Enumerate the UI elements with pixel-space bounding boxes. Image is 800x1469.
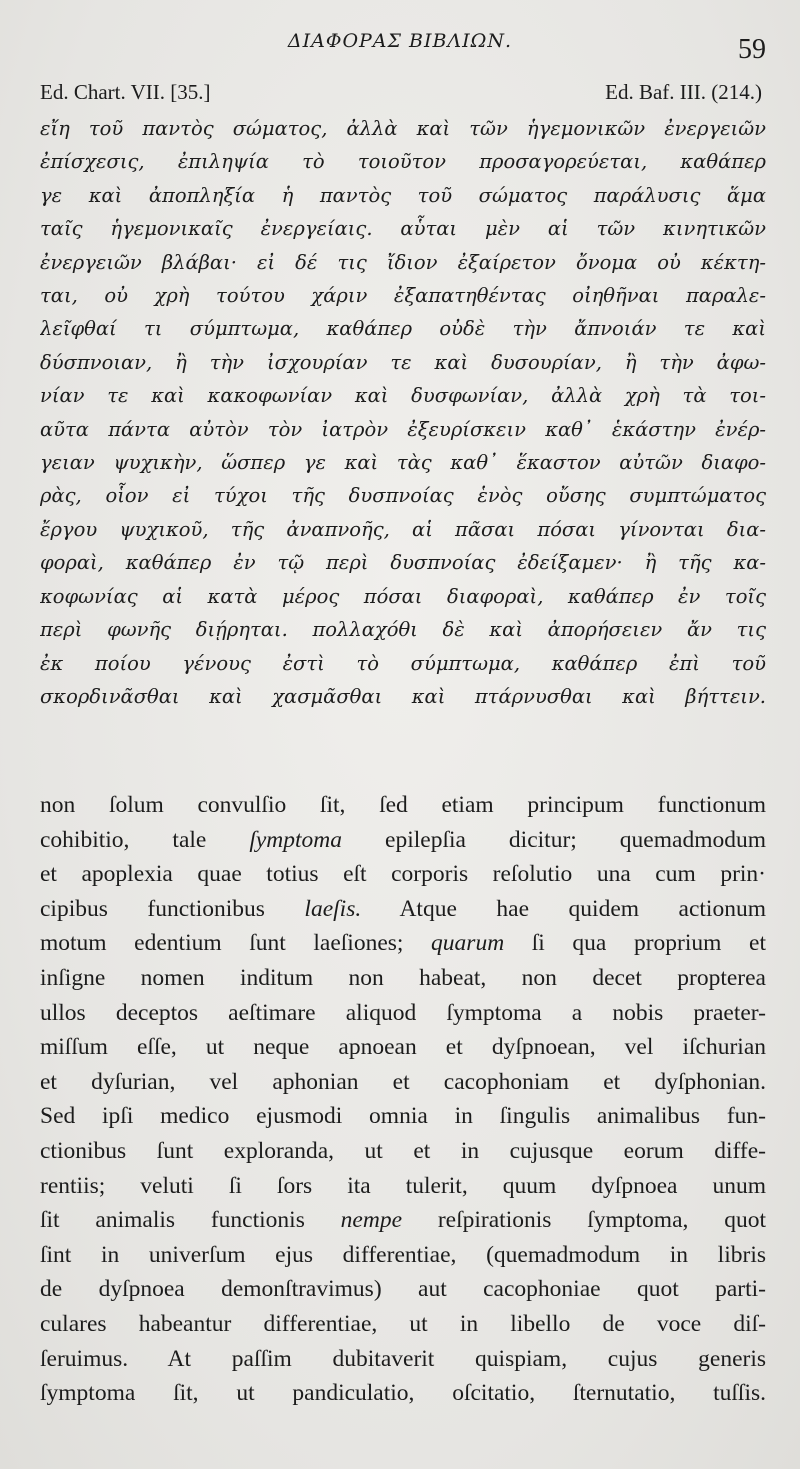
greek-text-line: αῦτα πάντα αὐτὸν τὸν ἰατρὸν ἐξευρίσκειν καθ᾽ ἑκάστην ἐνέρ- — [40, 417, 766, 441]
greek-text-line: νίαν τε καὶ κακοφωνίαν καὶ δυσφωνίαν, ἀλλὰ χρὴ τὰ τοι- — [40, 384, 766, 408]
latin-text-line: motum edentium ſunt laeſiones; quarum ſi qua proprium et — [40, 930, 766, 957]
greek-text-line: ἐπίσχεσις, ἐπιληψία τὸ τοιοῦτον προσαγορεύεται, καθάπερ — [40, 150, 766, 174]
running-title: ΔΙΑΦΟΡΑΣ ΒΙΒΛΙΩΝ. — [287, 30, 513, 52]
latin-text-line: rentiis; veluti ſi ſors ita tulerit, quum dyſpnoea unum — [40, 1172, 766, 1199]
greek-text-line: ταῖς ἡγεμονικαῖς ἐνεργείαις. αὗται μὲν αἱ τῶν κινητικῶν — [40, 217, 766, 241]
greek-text-line: σκορδινᾶσθαι καὶ χασμᾶσθαι καὶ πτάρνυσθαι καὶ βήττειν. — [40, 684, 766, 708]
greek-text-line: εἴη τοῦ παντὸς σώματος, ἀλλὰ καὶ τῶν ἡγεμονικῶν ἐνεργειῶν — [40, 117, 766, 140]
latin-text-line: culares habeantur differentiae, ut in libello de voce diſ- — [40, 1310, 766, 1337]
latin-text-line: de dyſpnoea demonſtravimus) aut cacophoniae quot parti- — [40, 1276, 766, 1303]
latin-text-line: miſſum eſſe, ut neque apnoean et dyſpnoean, vel iſchurian — [40, 1034, 766, 1061]
greek-text-line: ρὰς, οἷον εἰ τύχοι τῆς δυσπνοίας ἑνὸς οὔσης συμπτώματος — [40, 484, 766, 508]
latin-text-line: et dyſurian, vel aphonian et cacophoniam et dyſphonian. — [40, 1068, 766, 1095]
latin-text-line: cohibitio, tale ſymptoma epilepſia dicitur; quemadmodum — [40, 826, 766, 853]
greek-text-block — [40, 112, 766, 713]
latin-text-line: ctionibus ſunt exploranda, ut et in cujusque eorum diffe- — [40, 1137, 766, 1164]
greek-text-line: ἐκ ποίου γένους ἐστὶ τὸ σύμπτωμα, καθάπερ ἐπὶ τοῦ — [40, 651, 766, 675]
latin-text-line: ullos deceptos aeſtimare aliquod ſymptoma a nobis praeter- — [40, 999, 766, 1026]
italic-term: quarum — [431, 930, 505, 957]
greek-text-line: γε καὶ ἀποπληξία ἡ παντὸς τοῦ σώματος παράλυσις ἅμα — [40, 183, 766, 207]
edition-chartier-reference: Ed. Chart. VII. [35.] — [40, 80, 211, 104]
greek-text-line: δύσπνοιαν, ἢ τὴν ἰσχουρίαν τε καὶ δυσουρίαν, ἢ τὴν ἀφω- — [40, 350, 766, 374]
greek-text-line: γειαν ψυχικὴν, ὥσπερ γε καὶ τὰς καθ᾽ ἕκαστον αὐτῶν διαφο- — [40, 451, 766, 475]
latin-text-line: et apoplexia quae totius eſt corporis reſolutio una cum prin· — [40, 861, 766, 888]
latin-text-line: non ſolum convulſio ſit, ſed etiam principum functionum — [40, 792, 766, 818]
latin-text-line: ſymptoma ſit, ut pandiculatio, oſcitatio, ſternutatio, tuſſis. — [40, 1380, 766, 1407]
latin-text-block — [40, 788, 766, 1411]
greek-text-line: ἔργου ψυχικοῦ, τῆς ἀναπνοῆς, αἱ πᾶσαι πόσαι γίνονται δια- — [40, 517, 766, 541]
latin-text-line: ſit animalis functionis nempe reſpirationis ſymptoma, quot — [40, 1207, 766, 1234]
italic-term: ſymptoma — [249, 826, 343, 853]
latin-text-line: ſint in univerſum ejus differentiae, (quemadmodum in libris — [40, 1241, 766, 1268]
greek-text-line: ται, οὐ χρὴ τούτου χάριν ἐξαπατηθέντας οἰηθῆναι παραλε- — [40, 284, 766, 308]
greek-text-line: ἐνεργειῶν βλάβαι· εἰ δέ τις ἴδιον ἐξαίρετον ὄνομα οὐ κέκτη- — [40, 250, 766, 274]
latin-text-line: cipibus functionibus laeſis. Atque hae quidem actionum — [40, 895, 766, 922]
edition-basel-reference: Ed. Baf. III. (214.) — [605, 80, 762, 104]
greek-text-line: κοφωνίας αἱ κατὰ μέρος πόσαι διαφοραὶ, καθάπερ ἐν τοῖς — [40, 584, 766, 608]
latin-text-line: Sed ipſi medico ejusmodi omnia in ſingulis animalibus fun- — [40, 1103, 766, 1130]
greek-text-line: φοραὶ, καθάπερ ἐν τῷ περὶ δυσπνοίας ἐδείξαμεν· ἢ τῆς κα- — [40, 551, 766, 575]
italic-term: laeſis. — [304, 895, 362, 922]
greek-text-line: λεῖφθαί τι σύμπτωμα, καθάπερ οὐδὲ τὴν ἄπνοιάν τε καὶ — [40, 317, 766, 341]
page-number: 59 — [738, 34, 766, 65]
edition-reference-line — [40, 80, 762, 105]
latin-text-line: inſigne nomen inditum non habeat, non decet propterea — [40, 964, 766, 991]
greek-text-line: περὶ φωνῆς διῄρηται. πολλαχόθι δὲ καὶ ἀπορήσειεν ἄν τις — [40, 618, 766, 642]
italic-term: nempe — [340, 1207, 403, 1234]
latin-text-line: ſeruimus. At paſſim dubitaverit quispiam, cujus generis — [40, 1345, 766, 1372]
